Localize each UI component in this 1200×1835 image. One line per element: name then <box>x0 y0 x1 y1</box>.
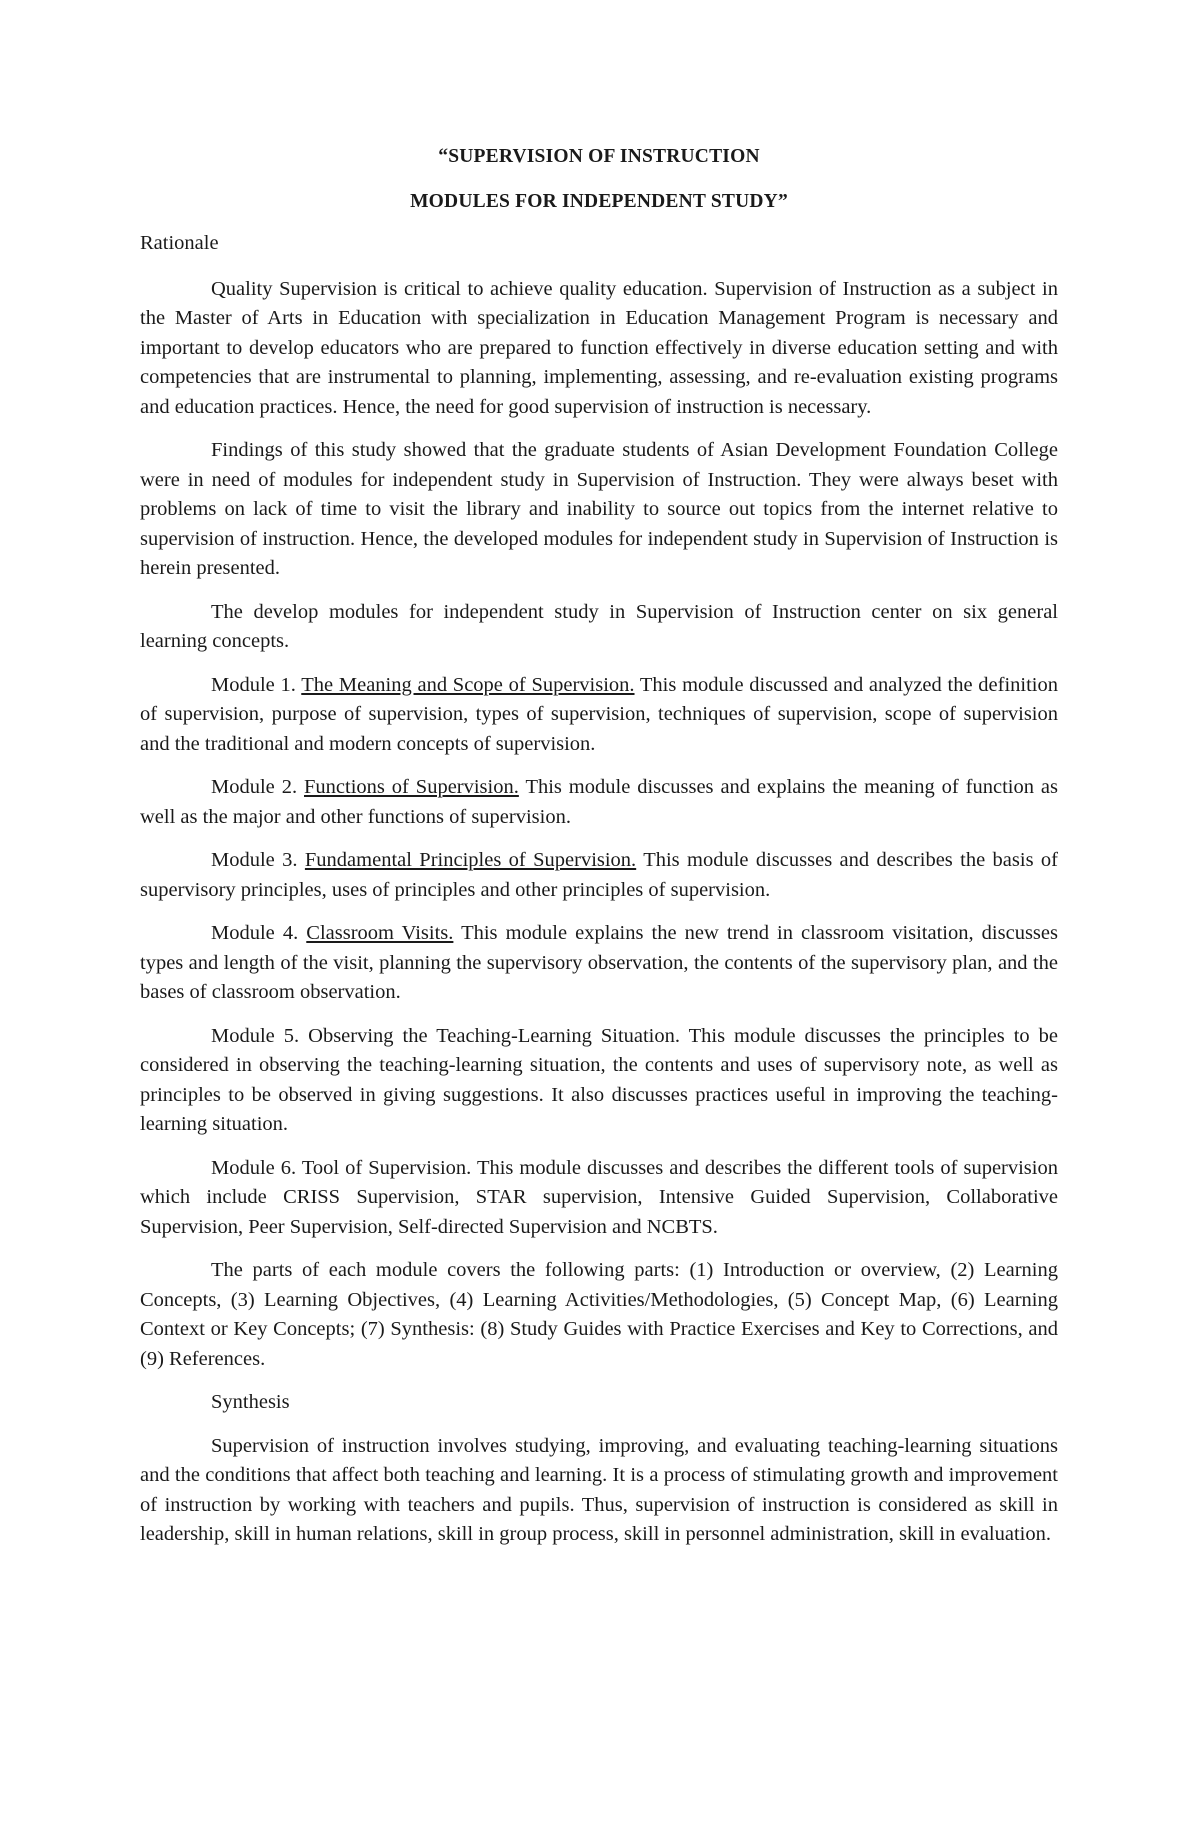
module-5-description: This module discusses the principles to be considered in observing the teaching-learning situation, the contents and uses of supervisory note, as well as principles to be observed in giving suggestions. It also discusses practices useful in improving the teaching-learning situation. <box>140 1024 1058 1135</box>
module-1-paragraph <box>140 671 1058 760</box>
module-1-title: The Meaning and Scope of Supervision. <box>301 673 635 696</box>
rationale-paragraph-2: Findings of this study showed that the graduate students of Asian Development Foundation College were in need of modules for independent study in Supervision of Instruction. They were always beset with problems on lack of time to visit the library and inability to source out topics from the internet relative to supervision of instruction. Hence, the developed modules for independent study in Supervision of Instruction is herein presented. <box>140 439 1058 579</box>
module-2-title: Functions of Supervision. <box>304 776 519 798</box>
synthesis-paragraph: Supervision of instruction involves studying, improving, and evaluating teaching-learning situations and the conditions that affect both teaching and learning. It is a process of stimulating growth and improvement of instruction by working with teachers and pupils. Thus, supervision of instruction is considered as skill in leadership, skill in human relations, skill in group process, skill in personnel administration, skill in evaluation. <box>140 1434 1058 1545</box>
document-title-line-2: MODULES FOR INDEPENDENT STUDY” <box>410 191 788 212</box>
module-6-paragraph <box>140 1154 1058 1243</box>
module-6-title: Tool of Supervision. <box>301 1156 472 1179</box>
module-6-label: Module 6. <box>211 1156 297 1179</box>
module-4-label: Module 4. <box>211 922 299 944</box>
module-1-label: Module 1. <box>211 673 296 696</box>
module-3-description: This module discusses and describes the basis of supervisory principles, uses of principles and other principles of supervision. <box>140 849 1059 901</box>
module-4-description: This module explains the new trend in classroom visitation, discusses types and length of the visit, planning the supervisory observation, the contents of the supervisory plan, and the bases of classroom observation. <box>140 922 1058 1003</box>
module-4-paragraph <box>140 919 1058 1008</box>
module-5-title: Observing the Teaching-Learning Situation. <box>308 1024 680 1047</box>
document-page <box>140 142 1058 1550</box>
module-4-title: Classroom Visits. <box>306 922 454 944</box>
module-2-paragraph <box>140 773 1058 832</box>
module-3-paragraph <box>140 846 1058 905</box>
rationale-paragraph-3: The develop modules for independent study in Supervision of Instruction center on six general learning concepts. <box>140 600 1058 652</box>
rationale-heading: Rationale <box>140 232 219 254</box>
module-parts-paragraph: The parts of each module covers the following parts: (1) Introduction or overview, (2) Learning Concepts, (3) Learning Objectives, (4) Learning Activities/Methodologies, (5) Concept Map, (6) Learning Context or Key Concepts; (7) Synthesis: (8) Study Guides with Practice Exercises and Key to Corrections, and (9) References. <box>140 1259 1058 1370</box>
module-1-description: This module discussed and analyzed the definition of supervision, purpose of supervision, types of supervision, techniques of supervision, scope of supervision and the traditional and modern concepts of supervision. <box>140 673 1058 755</box>
module-2-label: Module 2. <box>211 776 298 798</box>
module-6-description: This module discusses and describes the different tools of supervision which include CRISS Supervision, STAR supervision, Intensive Guided Supervision, Collaborative Supervision, Peer Supervision, Self-directed Supervision and NCBTS. <box>140 1156 1058 1238</box>
module-3-title: Fundamental Principles of Supervision. <box>304 849 637 871</box>
module-5-label: Module 5. <box>211 1024 300 1047</box>
document-title-line-1: “SUPERVISION OF INSTRUCTION <box>438 146 760 167</box>
module-3-label: Module 3. <box>211 849 298 871</box>
synthesis-heading: Synthesis <box>211 1391 290 1413</box>
module-2-description: This module discusses and explains the meaning of function as well as the major and other functions of supervision. <box>140 776 1058 828</box>
rationale-paragraph-1: Quality Supervision is critical to achieve quality education. Supervision of Instruction as a subject in the Master of Arts in Education with specialization in Education Management Program is necessary and important to develop educators who are prepared to function effectively in diverse education setting and with competencies that are instrumental to planning, implementing, assessing, and re-evaluation existing programs and education practices. Hence, the need for good supervision of instruction is necessary. <box>140 277 1058 418</box>
module-5-paragraph <box>140 1022 1058 1140</box>
